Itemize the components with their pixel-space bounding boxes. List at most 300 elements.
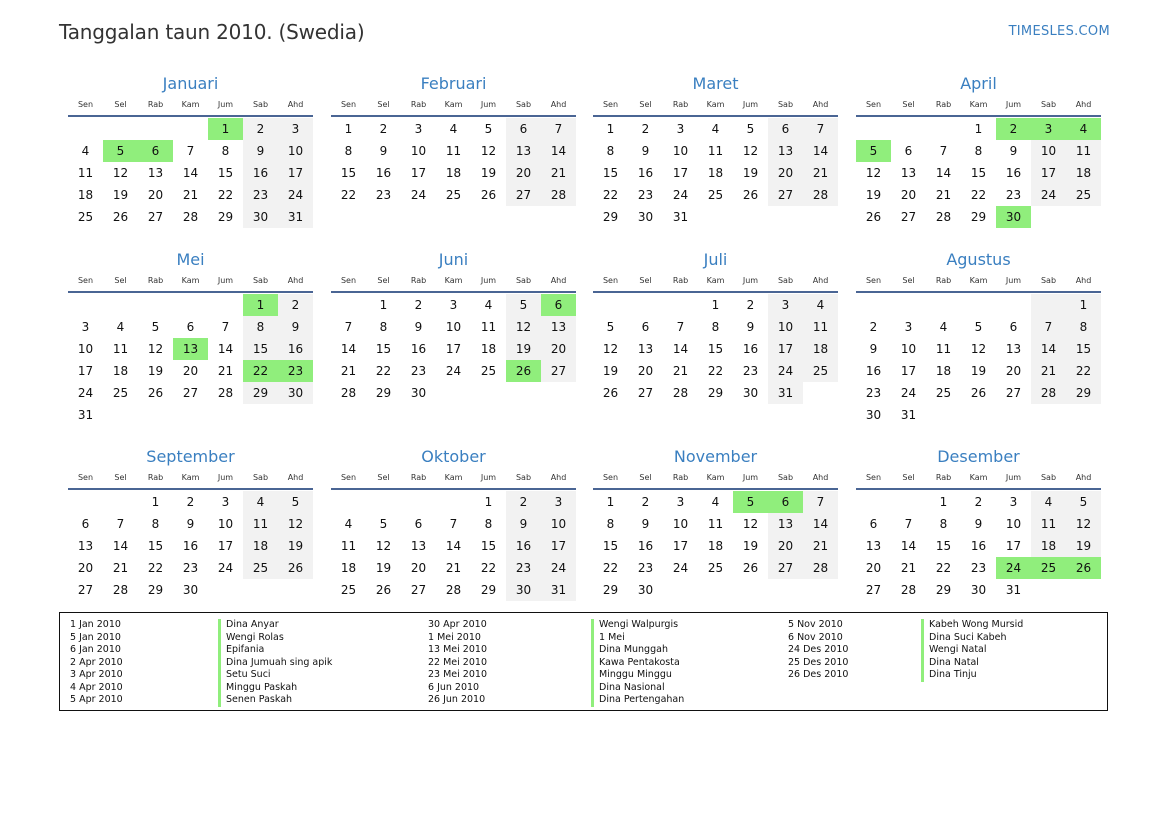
day-cell: 11 <box>803 316 838 338</box>
day-cell: 28 <box>803 557 838 579</box>
weekday-label: Jum <box>480 473 497 482</box>
day-cell: 29 <box>970 210 987 224</box>
day-cell: 6 <box>768 491 803 513</box>
month-september <box>68 446 313 601</box>
day-cell: 27 <box>541 360 576 382</box>
day-cell: 28 <box>112 583 129 597</box>
day-cell: 13 <box>900 166 917 180</box>
day-cell: 10 <box>77 342 94 356</box>
day-cell: 9 <box>974 517 983 531</box>
weekday-label: Rab <box>147 276 164 285</box>
legend-holiday-name: Dina Natal <box>921 657 1023 670</box>
day-cell: 28 <box>900 583 917 597</box>
weekday-header <box>331 468 576 490</box>
day-cell: 24 <box>1031 184 1066 206</box>
day-cell: 12 <box>1066 513 1101 535</box>
day-cell: 5 <box>103 140 138 162</box>
weekday-label: Kam <box>181 276 200 285</box>
day-cell: 8 <box>344 144 353 158</box>
empty-cell <box>331 491 366 513</box>
empty-cell <box>331 294 366 316</box>
empty-cell <box>436 491 471 513</box>
day-cell: 5 <box>856 140 891 162</box>
day-cell: 6 <box>138 140 173 162</box>
legend-holiday-name: Kabeh Wong Mursid <box>921 619 1023 632</box>
day-cell: 6 <box>768 118 803 140</box>
day-cell: 11 <box>340 539 357 553</box>
legend-holiday-name: Wengi Natal <box>921 644 1023 657</box>
day-cell: 7 <box>904 517 913 531</box>
weekday-header <box>331 271 576 293</box>
empty-cell <box>891 118 926 140</box>
day-cell: 20 <box>768 162 803 184</box>
weekday-header <box>68 271 313 293</box>
day-cell: 6 <box>414 517 423 531</box>
day-cell: 17 <box>672 539 689 553</box>
day-cell: 11 <box>480 320 497 334</box>
day-cell: 6 <box>869 517 878 531</box>
day-cell: 23 <box>865 386 882 400</box>
weekday-label: Sab <box>515 100 532 109</box>
empty-cell <box>208 294 243 316</box>
weekday-label: Rab <box>410 100 427 109</box>
day-cell: 6 <box>186 320 195 334</box>
day-cell: 24 <box>900 386 917 400</box>
day-grid <box>856 118 1101 228</box>
legend-date: 13 Mei 2010 <box>428 644 487 655</box>
day-cell: 6 <box>541 294 576 316</box>
day-cell: 18 <box>340 561 357 575</box>
day-cell: 29 <box>147 583 164 597</box>
day-grid <box>856 491 1101 601</box>
weekday-label: Sen <box>602 276 619 285</box>
weekday-label: Kam <box>181 473 200 482</box>
day-grid <box>593 294 838 404</box>
day-cell: 1 <box>484 495 493 509</box>
day-cell: 6 <box>1009 320 1018 334</box>
day-cell: 28 <box>672 386 689 400</box>
day-cell: 14 <box>217 342 234 356</box>
day-cell: 31 <box>900 408 917 422</box>
day-cell: 19 <box>147 364 164 378</box>
day-cell: 11 <box>935 342 952 356</box>
day-cell: 15 <box>935 539 952 553</box>
day-cell: 10 <box>672 144 689 158</box>
weekday-label: Sel <box>377 473 390 482</box>
day-cell: 8 <box>243 316 278 338</box>
day-cell: 28 <box>445 583 462 597</box>
day-cell: 2 <box>996 118 1031 140</box>
day-cell: 22 <box>480 561 497 575</box>
day-cell: 20 <box>541 338 576 360</box>
site-link[interactable]: TIMESLES.COM <box>1008 24 1110 39</box>
day-cell: 30 <box>410 386 427 400</box>
month-oktober <box>331 446 576 601</box>
day-cell: 26 <box>506 360 541 382</box>
weekday-label: Rab <box>935 100 952 109</box>
day-cell: 25 <box>77 210 94 224</box>
weekday-label: Sel <box>114 276 127 285</box>
empty-cell <box>926 294 961 316</box>
day-cell: 1 <box>606 495 615 509</box>
weekday-label: Sen <box>865 100 882 109</box>
weekday-label: Jum <box>217 100 234 109</box>
day-cell: 2 <box>869 320 878 334</box>
weekday-label: Ahd <box>1075 100 1092 109</box>
day-cell: 24 <box>217 561 234 575</box>
day-cell: 27 <box>768 184 803 206</box>
day-cell: 7 <box>803 491 838 513</box>
day-cell: 4 <box>711 495 720 509</box>
day-cell: 10 <box>445 320 462 334</box>
day-cell: 2 <box>414 298 423 312</box>
weekday-header <box>593 271 838 293</box>
legend-date: 3 Apr 2010 <box>70 669 123 680</box>
day-cell: 3 <box>414 122 423 136</box>
day-cell: 16 <box>637 539 654 553</box>
day-cell: 16 <box>742 342 759 356</box>
day-cell: 14 <box>935 166 952 180</box>
legend-date: 26 Des 2010 <box>788 669 849 680</box>
day-cell: 9 <box>746 320 755 334</box>
day-cell: 10 <box>1031 140 1066 162</box>
weekday-label: Sel <box>377 276 390 285</box>
day-grid <box>331 118 576 206</box>
day-cell: 20 <box>900 188 917 202</box>
day-cell: 13 <box>147 166 164 180</box>
weekday-label: Sab <box>777 100 794 109</box>
day-cell: 25 <box>707 561 724 575</box>
day-cell: 6 <box>81 517 90 531</box>
day-cell: 14 <box>1031 338 1066 360</box>
legend-holiday-name: Epifania <box>218 644 332 657</box>
day-cell: 1 <box>606 122 615 136</box>
legend-holiday-name: Senen Paskah <box>218 694 332 707</box>
empty-cell <box>138 118 173 140</box>
day-cell: 4 <box>243 491 278 513</box>
day-cell: 1 <box>974 122 983 136</box>
legend-holiday-name: Wengi Rolas <box>218 632 332 645</box>
day-cell: 13 <box>865 539 882 553</box>
day-cell: 23 <box>278 360 313 382</box>
day-cell: 4 <box>803 294 838 316</box>
day-cell: 19 <box>602 364 619 378</box>
weekday-label: Ahd <box>1075 276 1092 285</box>
weekday-label: Rab <box>147 100 164 109</box>
day-cell: 17 <box>900 364 917 378</box>
day-cell: 23 <box>970 561 987 575</box>
day-grid <box>593 491 838 601</box>
day-cell: 5 <box>733 491 768 513</box>
weekday-label: Sen <box>77 100 94 109</box>
empty-cell <box>856 118 891 140</box>
legend-names <box>218 619 332 707</box>
month-desember <box>856 446 1101 601</box>
weekday-label: Sab <box>515 473 532 482</box>
day-cell: 20 <box>410 561 427 575</box>
day-cell: 27 <box>1005 386 1022 400</box>
day-cell: 27 <box>182 386 199 400</box>
day-cell: 31 <box>541 579 576 601</box>
legend-dates <box>428 619 487 707</box>
legend-date: 24 Des 2010 <box>788 644 849 655</box>
legend-date: 6 Nov 2010 <box>788 631 843 643</box>
day-cell: 11 <box>77 166 94 180</box>
day-cell: 23 <box>637 188 654 202</box>
day-cell: 22 <box>1066 360 1101 382</box>
day-cell: 17 <box>410 166 427 180</box>
day-cell: 22 <box>217 188 234 202</box>
day-cell: 9 <box>641 517 650 531</box>
legend-date: 5 Nov 2010 <box>788 619 843 630</box>
day-cell: 13 <box>173 338 208 360</box>
day-cell: 2 <box>278 294 313 316</box>
day-cell: 21 <box>217 364 234 378</box>
weekday-header <box>856 271 1101 293</box>
day-cell: 28 <box>182 210 199 224</box>
day-cell: 9 <box>1009 144 1018 158</box>
day-cell: 20 <box>637 364 654 378</box>
day-cell: 11 <box>445 144 462 158</box>
day-cell: 9 <box>506 513 541 535</box>
weekday-label: Ahd <box>812 276 829 285</box>
weekday-label: Sen <box>865 473 882 482</box>
day-cell: 14 <box>672 342 689 356</box>
day-cell: 27 <box>410 583 427 597</box>
empty-cell <box>68 294 103 316</box>
day-cell: 1 <box>243 294 278 316</box>
weekday-label: Sel <box>114 473 127 482</box>
weekday-label: Sel <box>639 276 652 285</box>
day-cell: 18 <box>707 539 724 553</box>
weekday-label: Sen <box>77 276 94 285</box>
day-cell: 3 <box>278 118 313 140</box>
day-cell: 27 <box>865 583 882 597</box>
day-cell: 29 <box>935 583 952 597</box>
day-cell: 4 <box>344 517 353 531</box>
day-cell: 5 <box>746 122 755 136</box>
day-cell: 17 <box>1031 162 1066 184</box>
day-cell: 1 <box>344 122 353 136</box>
day-cell: 14 <box>900 539 917 553</box>
legend-date: 23 Mei 2010 <box>428 669 487 680</box>
day-cell: 25 <box>445 188 462 202</box>
day-cell: 17 <box>77 364 94 378</box>
day-cell: 29 <box>602 583 619 597</box>
day-cell: 29 <box>375 386 392 400</box>
empty-cell <box>628 294 663 316</box>
day-cell: 18 <box>935 364 952 378</box>
day-cell: 12 <box>278 513 313 535</box>
day-cell: 30 <box>637 210 654 224</box>
day-cell: 16 <box>243 162 278 184</box>
day-cell: 26 <box>742 561 759 575</box>
day-cell: 12 <box>742 517 759 531</box>
day-cell: 9 <box>641 144 650 158</box>
day-cell: 4 <box>116 320 125 334</box>
day-cell: 24 <box>445 364 462 378</box>
day-cell: 30 <box>506 579 541 601</box>
day-cell: 10 <box>410 144 427 158</box>
day-cell: 28 <box>340 386 357 400</box>
day-cell: 11 <box>707 517 724 531</box>
day-cell: 30 <box>637 583 654 597</box>
weekday-label: Sel <box>902 100 915 109</box>
day-cell: 22 <box>935 561 952 575</box>
day-grid <box>68 294 313 426</box>
day-cell: 21 <box>112 561 129 575</box>
day-cell: 21 <box>1031 360 1066 382</box>
day-cell: 23 <box>1005 188 1022 202</box>
weekday-label: Ahd <box>287 473 304 482</box>
month-name: Mei <box>176 250 205 269</box>
day-cell: 13 <box>637 342 654 356</box>
day-cell: 22 <box>707 364 724 378</box>
month-name: Maret <box>692 74 739 93</box>
day-cell: 5 <box>484 122 493 136</box>
weekday-label: Rab <box>935 276 952 285</box>
legend-holiday-name: Minggu Minggu <box>591 669 684 682</box>
empty-cell <box>366 491 401 513</box>
day-cell: 8 <box>1066 316 1101 338</box>
month-name: November <box>673 447 758 466</box>
weekday-label: Ahd <box>287 276 304 285</box>
weekday-label: Kam <box>969 100 988 109</box>
day-cell: 20 <box>1005 364 1022 378</box>
day-cell: 26 <box>375 583 392 597</box>
day-cell: 28 <box>803 184 838 206</box>
day-cell: 3 <box>1031 118 1066 140</box>
day-cell: 16 <box>375 166 392 180</box>
weekday-label: Sab <box>777 473 794 482</box>
legend-holiday-name: Dina Tinju <box>921 669 1023 682</box>
day-cell: 1 <box>208 118 243 140</box>
day-cell: 12 <box>970 342 987 356</box>
day-cell: 19 <box>742 539 759 553</box>
weekday-label: Rab <box>672 276 689 285</box>
day-cell: 13 <box>1005 342 1022 356</box>
weekday-label: Sab <box>1040 100 1057 109</box>
day-cell: 21 <box>541 162 576 184</box>
day-cell: 26 <box>147 386 164 400</box>
day-cell: 22 <box>147 561 164 575</box>
day-cell: 14 <box>445 539 462 553</box>
day-cell: 3 <box>676 122 685 136</box>
day-cell: 20 <box>182 364 199 378</box>
weekday-label: Kam <box>444 473 463 482</box>
day-cell: 15 <box>602 166 619 180</box>
day-cell: 16 <box>970 539 987 553</box>
weekday-label: Ahd <box>550 276 567 285</box>
weekday-label: Sel <box>639 100 652 109</box>
day-cell: 23 <box>410 364 427 378</box>
weekday-label: Sen <box>602 473 619 482</box>
weekday-label: Sen <box>865 276 882 285</box>
day-cell: 24 <box>996 557 1031 579</box>
day-cell: 21 <box>935 188 952 202</box>
weekday-label: Sab <box>1040 473 1057 482</box>
day-cell: 13 <box>541 316 576 338</box>
day-cell: 30 <box>742 386 759 400</box>
day-cell: 3 <box>541 491 576 513</box>
day-cell: 10 <box>541 513 576 535</box>
day-cell: 20 <box>147 188 164 202</box>
day-cell: 11 <box>243 513 278 535</box>
day-cell: 27 <box>637 386 654 400</box>
day-cell: 28 <box>217 386 234 400</box>
day-cell: 21 <box>803 162 838 184</box>
day-cell: 13 <box>768 513 803 535</box>
day-cell: 4 <box>1031 491 1066 513</box>
day-cell: 15 <box>217 166 234 180</box>
day-cell: 16 <box>637 166 654 180</box>
weekday-label: Jum <box>742 276 759 285</box>
day-cell: 21 <box>340 364 357 378</box>
day-cell: 13 <box>77 539 94 553</box>
legend-holiday-name: Minggu Paskah <box>218 682 332 695</box>
day-cell: 26 <box>970 386 987 400</box>
weekday-label: Sen <box>340 276 357 285</box>
weekday-label: Rab <box>410 276 427 285</box>
legend-date: 1 Mei 2010 <box>428 631 481 643</box>
day-cell: 5 <box>606 320 615 334</box>
day-cell: 4 <box>81 144 90 158</box>
day-cell: 12 <box>742 144 759 158</box>
day-cell: 23 <box>742 364 759 378</box>
day-cell: 17 <box>1005 539 1022 553</box>
weekday-label: Sab <box>515 276 532 285</box>
day-cell: 22 <box>970 188 987 202</box>
day-cell: 19 <box>742 166 759 180</box>
day-cell: 25 <box>340 583 357 597</box>
day-cell: 22 <box>340 188 357 202</box>
weekday-label: Sab <box>252 100 269 109</box>
day-cell: 17 <box>672 166 689 180</box>
day-cell: 8 <box>711 320 720 334</box>
empty-cell <box>961 294 996 316</box>
day-cell: 18 <box>480 342 497 356</box>
day-cell: 15 <box>340 166 357 180</box>
day-cell: 23 <box>182 561 199 575</box>
day-cell: 5 <box>278 491 313 513</box>
empty-cell <box>173 294 208 316</box>
day-cell: 15 <box>147 539 164 553</box>
day-cell: 3 <box>1009 495 1018 509</box>
day-cell: 8 <box>379 320 388 334</box>
weekday-label: Sel <box>902 473 915 482</box>
day-cell: 6 <box>904 144 913 158</box>
day-cell: 4 <box>1066 118 1101 140</box>
day-cell: 24 <box>672 188 689 202</box>
day-cell: 3 <box>449 298 458 312</box>
day-cell: 26 <box>602 386 619 400</box>
weekday-label: Ahd <box>812 100 829 109</box>
day-cell: 16 <box>182 539 199 553</box>
month-name: Oktober <box>421 447 486 466</box>
weekday-label: Kam <box>444 276 463 285</box>
weekday-label: Jum <box>1005 276 1022 285</box>
day-cell: 7 <box>116 517 125 531</box>
day-cell: 5 <box>1066 491 1101 513</box>
day-cell: 26 <box>1066 557 1101 579</box>
day-cell: 21 <box>672 364 689 378</box>
day-cell: 30 <box>996 206 1031 228</box>
day-cell: 1 <box>151 495 160 509</box>
legend-date: 4 Apr 2010 <box>70 681 123 693</box>
day-cell: 18 <box>445 166 462 180</box>
day-cell: 27 <box>77 583 94 597</box>
day-cell: 30 <box>182 583 199 597</box>
